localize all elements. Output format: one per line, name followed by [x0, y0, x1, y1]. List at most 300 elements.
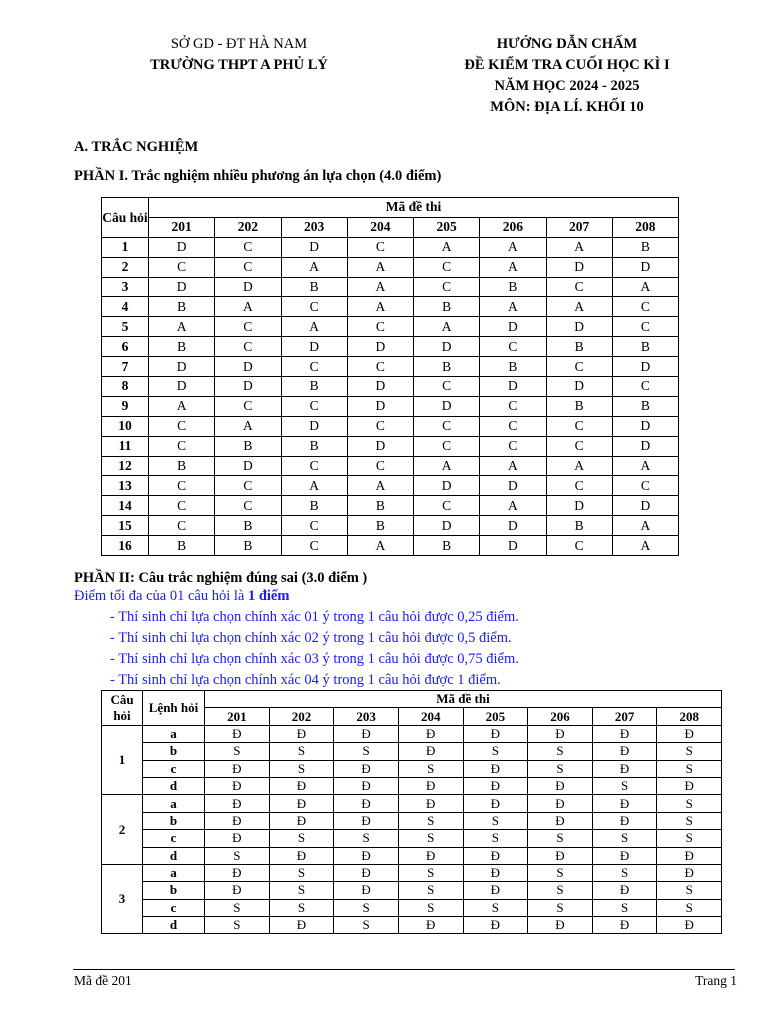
answer-cell: C: [149, 476, 215, 496]
answer-cell: C: [281, 456, 347, 476]
answer-cell: C: [546, 416, 612, 436]
answer-cell: S: [463, 743, 528, 760]
doc-title: HƯỚNG DẪN CHẤM: [496, 36, 638, 52]
answer-cell: S: [334, 899, 399, 916]
answer-cell: Đ: [269, 812, 334, 829]
answer-cell: D: [612, 257, 678, 277]
answer-cell: A: [347, 297, 413, 317]
answer-cell: Đ: [334, 795, 399, 812]
answer-cell: B: [215, 436, 281, 456]
answer-cell: Đ: [334, 725, 399, 742]
answer-cell: A: [281, 317, 347, 337]
answer-cell: B: [149, 536, 215, 556]
question-number: 6: [102, 337, 149, 357]
answer-cell: B: [546, 337, 612, 357]
answer-cell: C: [414, 257, 480, 277]
answer-cell: C: [215, 476, 281, 496]
answer-cell: B: [480, 277, 546, 297]
answer-cell: D: [347, 377, 413, 397]
answer-cell: D: [612, 436, 678, 456]
answer-cell: D: [149, 277, 215, 297]
answer-cell: A: [149, 317, 215, 337]
answer-cell: A: [480, 297, 546, 317]
answer-cell: D: [480, 516, 546, 536]
answer-cell: S: [592, 864, 657, 881]
answer-cell: A: [546, 456, 612, 476]
answer-cell: C: [480, 436, 546, 456]
answer-cell: B: [546, 396, 612, 416]
part2-heading: PHẦN II: Câu trắc nghiệm đúng sai (3.0 điểm ): [74, 570, 368, 586]
school-year: NĂM HỌC 2024 - 2025: [494, 78, 640, 94]
question-number: 1: [102, 725, 143, 795]
footer-exam-code: Mã đề 201: [74, 973, 132, 988]
answer-cell: D: [414, 396, 480, 416]
answer-cell: S: [528, 743, 593, 760]
question-number: 2: [102, 257, 149, 277]
table-row: [102, 725, 722, 742]
answer-cell: C: [612, 476, 678, 496]
table-row: [102, 436, 679, 456]
answer-cell: Đ: [205, 864, 270, 881]
table-row: [102, 830, 722, 847]
answer-cell: D: [414, 516, 480, 536]
answer-cell: D: [149, 377, 215, 397]
table-row: [102, 337, 679, 357]
answer-cell: S: [657, 760, 722, 777]
answer-cell: Đ: [528, 777, 593, 794]
answer-cell: C: [414, 377, 480, 397]
answer-cell: C: [612, 297, 678, 317]
question-number: 12: [102, 456, 149, 476]
answer-cell: Đ: [592, 743, 657, 760]
answer-cell: Đ: [528, 812, 593, 829]
answer-cell: C: [414, 496, 480, 516]
code-header: 202: [269, 708, 334, 725]
part1-answer-table: [101, 197, 679, 556]
item-letter: c: [143, 760, 205, 777]
answer-cell: A: [414, 317, 480, 337]
scoring-rule: - Thí sinh chỉ lựa chọn chính xác 04 ý trong 1 câu hỏi được 1 điểm.: [110, 672, 501, 688]
table-row: [102, 317, 679, 337]
part1-heading: PHẦN I. Trắc nghiệm nhiều phương án lựa chọn (4.0 điểm): [74, 168, 442, 184]
exam-name: ĐỀ KIỂM TRA CUỐI HỌC KÌ I: [464, 57, 670, 73]
answer-cell: S: [398, 830, 463, 847]
code-header: 208: [657, 708, 722, 725]
table-row: [102, 496, 679, 516]
answer-cell: S: [269, 899, 334, 916]
answer-cell: C: [414, 416, 480, 436]
answer-cell: D: [347, 436, 413, 456]
answer-cell: S: [269, 760, 334, 777]
col-item-header: Lệnh hỏi: [143, 691, 205, 726]
answer-cell: C: [281, 516, 347, 536]
answer-cell: S: [334, 830, 399, 847]
answer-cell: S: [205, 743, 270, 760]
answer-cell: A: [546, 297, 612, 317]
exam-header: [418, 34, 716, 118]
answer-cell: D: [215, 357, 281, 377]
answer-cell: C: [546, 357, 612, 377]
answer-cell: A: [347, 277, 413, 297]
school-name: TRƯỜNG THPT A PHỦ LÝ: [150, 57, 328, 73]
answer-cell: D: [215, 456, 281, 476]
answer-cell: Đ: [269, 847, 334, 864]
answer-cell: B: [281, 496, 347, 516]
answer-cell: B: [480, 357, 546, 377]
item-letter: d: [143, 917, 205, 934]
question-number: 8: [102, 377, 149, 397]
answer-cell: S: [657, 795, 722, 812]
answer-cell: C: [546, 476, 612, 496]
answer-cell: Đ: [398, 917, 463, 934]
answer-cell: Đ: [269, 795, 334, 812]
table-row: [102, 864, 722, 881]
col-codes-header: Mã đề thi: [205, 691, 722, 708]
answer-cell: Đ: [205, 760, 270, 777]
page-number: Trang 1: [695, 973, 737, 988]
item-letter: d: [143, 847, 205, 864]
answer-cell: A: [480, 456, 546, 476]
answer-cell: D: [480, 536, 546, 556]
answer-cell: Đ: [592, 795, 657, 812]
answer-cell: Đ: [269, 777, 334, 794]
answer-cell: B: [612, 237, 678, 257]
answer-cell: S: [463, 830, 528, 847]
item-letter: c: [143, 830, 205, 847]
answer-cell: Đ: [334, 812, 399, 829]
answer-cell: S: [398, 882, 463, 899]
question-number: 5: [102, 317, 149, 337]
answer-cell: A: [347, 476, 413, 496]
answer-cell: A: [347, 536, 413, 556]
answer-cell: S: [657, 743, 722, 760]
question-number: 13: [102, 476, 149, 496]
school-header: [100, 34, 378, 76]
answer-cell: C: [546, 277, 612, 297]
answer-cell: C: [414, 436, 480, 456]
table-row: [102, 237, 679, 257]
max-score-note: [74, 588, 289, 605]
answer-cell: C: [480, 337, 546, 357]
answer-cell: A: [414, 456, 480, 476]
col-codes-header: Mã đề thi: [149, 198, 679, 218]
answer-cell: S: [398, 812, 463, 829]
question-number: 1: [102, 237, 149, 257]
answer-cell: S: [592, 830, 657, 847]
code-header: 206: [528, 708, 593, 725]
answer-cell: B: [612, 337, 678, 357]
code-header: 208: [612, 217, 678, 237]
answer-cell: S: [657, 899, 722, 916]
answer-cell: Đ: [592, 812, 657, 829]
answer-cell: S: [592, 777, 657, 794]
answer-cell: S: [528, 882, 593, 899]
col-question-header: Câu hỏi: [102, 198, 149, 238]
answer-cell: A: [281, 476, 347, 496]
answer-cell: C: [347, 237, 413, 257]
item-letter: a: [143, 795, 205, 812]
answer-cell: S: [269, 830, 334, 847]
answer-cell: Đ: [205, 812, 270, 829]
answer-cell: D: [347, 337, 413, 357]
item-letter: b: [143, 743, 205, 760]
answer-cell: B: [546, 516, 612, 536]
part2-answer-table: [101, 690, 722, 934]
answer-cell: Đ: [463, 777, 528, 794]
answer-cell: D: [414, 476, 480, 496]
table-row: [102, 456, 679, 476]
answer-cell: S: [205, 899, 270, 916]
question-number: 3: [102, 864, 143, 934]
answer-cell: Đ: [657, 864, 722, 881]
subject: MÔN: ĐỊA LÍ. KHỐI 10: [490, 99, 644, 115]
code-header: 204: [347, 217, 413, 237]
answer-cell: C: [347, 317, 413, 337]
section-a-heading: A. TRẮC NGHIỆM: [74, 139, 199, 155]
answer-cell: Đ: [398, 725, 463, 742]
answer-cell: Đ: [334, 864, 399, 881]
answer-cell: C: [149, 516, 215, 536]
answer-cell: C: [480, 416, 546, 436]
answer-cell: Đ: [592, 760, 657, 777]
answer-cell: Đ: [528, 917, 593, 934]
answer-cell: D: [215, 377, 281, 397]
answer-cell: C: [347, 456, 413, 476]
answer-cell: C: [414, 277, 480, 297]
scoring-rule: - Thí sinh chỉ lựa chọn chính xác 02 ý trong 1 câu hỏi được 0,5 điểm.: [110, 630, 512, 646]
answer-cell: Đ: [398, 777, 463, 794]
answer-cell: Đ: [657, 917, 722, 934]
answer-cell: C: [480, 396, 546, 416]
answer-cell: C: [612, 377, 678, 397]
answer-cell: Đ: [592, 847, 657, 864]
answer-cell: D: [215, 277, 281, 297]
answer-cell: C: [215, 396, 281, 416]
answer-cell: Đ: [334, 777, 399, 794]
answer-cell: D: [149, 357, 215, 377]
scoring-rule: - Thí sinh chỉ lựa chọn chính xác 03 ý trong 1 câu hỏi được 0,75 điểm.: [110, 651, 519, 667]
answer-cell: Đ: [463, 864, 528, 881]
answer-cell: B: [347, 496, 413, 516]
answer-cell: Đ: [205, 882, 270, 899]
answer-cell: S: [205, 847, 270, 864]
table-row: [102, 536, 679, 556]
answer-cell: B: [149, 297, 215, 317]
answer-cell: D: [281, 416, 347, 436]
answer-cell: S: [657, 812, 722, 829]
answer-cell: A: [612, 277, 678, 297]
max-score-value: 1 điểm: [247, 588, 290, 604]
answer-cell: Đ: [463, 725, 528, 742]
answer-cell: B: [215, 516, 281, 536]
answer-cell: Đ: [205, 725, 270, 742]
question-number: 7: [102, 357, 149, 377]
answer-cell: C: [149, 416, 215, 436]
answer-cell: D: [480, 377, 546, 397]
table-row: [102, 795, 722, 812]
answer-cell: C: [149, 257, 215, 277]
code-header: 203: [334, 708, 399, 725]
answer-cell: D: [480, 476, 546, 496]
table-row: [102, 377, 679, 397]
answer-cell: A: [612, 456, 678, 476]
department-name: SỞ GD - ĐT HÀ NAM: [170, 36, 308, 52]
answer-cell: B: [414, 536, 480, 556]
answer-cell: Đ: [334, 847, 399, 864]
answer-cell: S: [398, 899, 463, 916]
answer-cell: Đ: [463, 795, 528, 812]
answer-cell: D: [546, 317, 612, 337]
answer-cell: Đ: [657, 847, 722, 864]
answer-cell: Đ: [398, 743, 463, 760]
answer-cell: Đ: [463, 760, 528, 777]
answer-cell: Đ: [463, 882, 528, 899]
answer-cell: Đ: [334, 882, 399, 899]
answer-cell: Đ: [528, 725, 593, 742]
answer-cell: C: [281, 396, 347, 416]
answer-cell: D: [546, 257, 612, 277]
table-row: [102, 812, 722, 829]
footer-divider: [73, 969, 735, 970]
answer-cell: S: [657, 882, 722, 899]
answer-cell: S: [463, 899, 528, 916]
answer-cell: A: [149, 396, 215, 416]
answer-cell: B: [414, 297, 480, 317]
answer-cell: B: [612, 396, 678, 416]
answer-cell: D: [149, 237, 215, 257]
answer-cell: S: [528, 899, 593, 916]
answer-cell: D: [612, 496, 678, 516]
answer-cell: Đ: [334, 760, 399, 777]
answer-cell: Đ: [205, 795, 270, 812]
answer-cell: S: [528, 864, 593, 881]
answer-cell: A: [480, 496, 546, 516]
answer-cell: A: [414, 237, 480, 257]
answer-cell: A: [480, 257, 546, 277]
answer-cell: Đ: [463, 917, 528, 934]
question-number: 16: [102, 536, 149, 556]
answer-cell: Đ: [592, 882, 657, 899]
answer-cell: D: [414, 337, 480, 357]
answer-cell: Đ: [657, 777, 722, 794]
table-row: [102, 760, 722, 777]
answer-cell: Đ: [592, 917, 657, 934]
answer-cell: Đ: [657, 725, 722, 742]
question-number: 4: [102, 297, 149, 317]
answer-cell: S: [334, 917, 399, 934]
col-question-header: Câu hỏi: [102, 691, 143, 726]
answer-cell: D: [281, 337, 347, 357]
answer-cell: Đ: [463, 847, 528, 864]
table-row: [102, 847, 722, 864]
answer-cell: B: [281, 277, 347, 297]
table-row: [102, 416, 679, 436]
code-header: 204: [398, 708, 463, 725]
answer-cell: S: [398, 864, 463, 881]
answer-cell: C: [215, 237, 281, 257]
code-header: 201: [205, 708, 270, 725]
table-row: [102, 396, 679, 416]
answer-cell: S: [398, 760, 463, 777]
answer-cell: Đ: [398, 795, 463, 812]
answer-cell: A: [546, 237, 612, 257]
answer-cell: S: [269, 743, 334, 760]
answer-cell: Đ: [592, 725, 657, 742]
answer-cell: S: [592, 899, 657, 916]
item-letter: d: [143, 777, 205, 794]
question-number: 11: [102, 436, 149, 456]
answer-cell: Đ: [398, 847, 463, 864]
answer-cell: Đ: [528, 795, 593, 812]
table-row: [102, 899, 722, 916]
answer-cell: B: [149, 337, 215, 357]
answer-cell: B: [281, 436, 347, 456]
answer-cell: C: [612, 317, 678, 337]
answer-cell: S: [205, 917, 270, 934]
code-header: 201: [149, 217, 215, 237]
answer-cell: B: [414, 357, 480, 377]
answer-cell: S: [657, 830, 722, 847]
answer-cell: B: [149, 456, 215, 476]
answer-cell: A: [612, 516, 678, 536]
item-letter: c: [143, 899, 205, 916]
question-number: 2: [102, 795, 143, 865]
code-header: 207: [546, 217, 612, 237]
answer-cell: S: [269, 882, 334, 899]
answer-cell: C: [281, 357, 347, 377]
table-row: [102, 777, 722, 794]
code-header: 207: [592, 708, 657, 725]
table-row: [102, 357, 679, 377]
question-number: 14: [102, 496, 149, 516]
table-row: [102, 476, 679, 496]
answer-cell: Đ: [269, 917, 334, 934]
answer-cell: C: [347, 416, 413, 436]
code-header: 205: [414, 217, 480, 237]
answer-cell: S: [463, 812, 528, 829]
answer-cell: C: [215, 337, 281, 357]
max-score-intro: Điểm tối đa của 01 câu hỏi là: [74, 588, 248, 604]
code-header: 205: [463, 708, 528, 725]
question-number: 15: [102, 516, 149, 536]
answer-cell: D: [281, 237, 347, 257]
answer-cell: D: [546, 496, 612, 516]
answer-cell: S: [528, 760, 593, 777]
code-header: 203: [281, 217, 347, 237]
scoring-rule: - Thí sinh chỉ lựa chọn chính xác 01 ý trong 1 câu hỏi được 0,25 điểm.: [110, 609, 519, 625]
answer-cell: A: [347, 257, 413, 277]
answer-cell: S: [528, 830, 593, 847]
answer-cell: D: [612, 357, 678, 377]
item-letter: a: [143, 864, 205, 881]
item-letter: b: [143, 812, 205, 829]
answer-cell: C: [149, 436, 215, 456]
code-header: 202: [215, 217, 281, 237]
answer-cell: C: [281, 536, 347, 556]
table-row: [102, 882, 722, 899]
answer-cell: C: [281, 297, 347, 317]
question-number: 3: [102, 277, 149, 297]
answer-cell: A: [480, 237, 546, 257]
answer-cell: C: [546, 436, 612, 456]
answer-cell: B: [347, 516, 413, 536]
table-row: [102, 297, 679, 317]
answer-cell: D: [612, 416, 678, 436]
table-row: [102, 516, 679, 536]
answer-cell: A: [281, 257, 347, 277]
item-letter: a: [143, 725, 205, 742]
answer-cell: C: [347, 357, 413, 377]
